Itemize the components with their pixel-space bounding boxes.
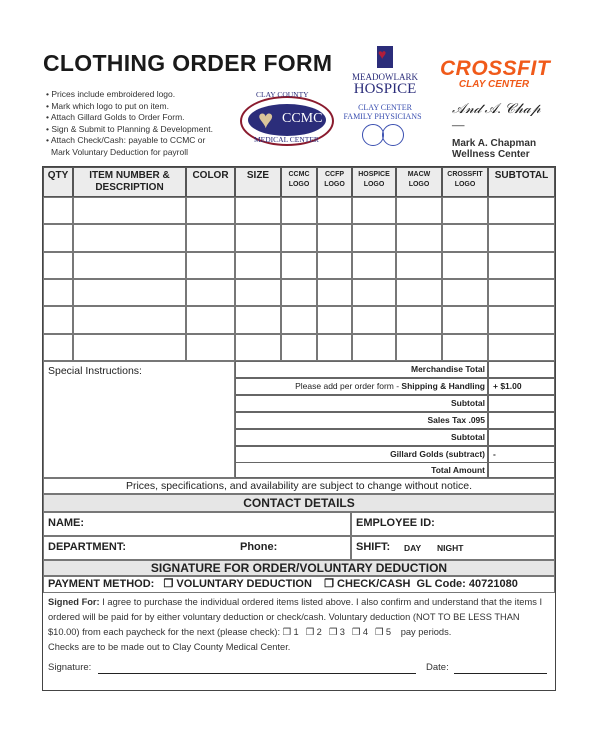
special-instructions-label: Special Instructions: [48, 365, 142, 377]
col-hospice: HOSPICE LOGO [352, 167, 396, 197]
col-ccmc: CCMC LOGO [281, 167, 317, 197]
check-cash-checkbox[interactable]: ❒ CHECK/CASH [324, 578, 411, 590]
contact-details-header: CONTACT DETAILS [43, 494, 555, 512]
heart-icon: ♥ [258, 104, 274, 134]
employee-id-field[interactable]: EMPLOYEE ID: [351, 512, 555, 536]
crossfit-logo: CROSSFIT CLAY CENTER [440, 57, 551, 90]
table-cell[interactable] [281, 306, 317, 333]
table-cell[interactable] [488, 197, 555, 224]
table-cell[interactable] [317, 197, 352, 224]
instruction: • Attach Gillard Golds to Order Form. [46, 112, 185, 122]
merchandise-total-label: Merchandise Total [235, 361, 488, 378]
table-cell[interactable] [235, 252, 281, 279]
table-cell[interactable] [442, 252, 488, 279]
table-cell[interactable] [488, 224, 555, 251]
table-cell[interactable] [73, 279, 186, 306]
table-cell[interactable] [488, 279, 555, 306]
signature-label: Signature: [48, 662, 92, 673]
instructions-list [46, 89, 213, 158]
shift-night[interactable]: NIGHT [437, 543, 464, 553]
gillard-golds-value[interactable]: - [488, 446, 555, 463]
table-cell[interactable] [396, 334, 442, 361]
table-cell[interactable] [43, 334, 73, 361]
table-cell[interactable] [352, 306, 396, 333]
subtotal-value[interactable] [488, 395, 555, 412]
payment-method-row: PAYMENT METHOD: ❒ VOLUNTARY DEDUCTION ❒ CHECK/CASH GL Code: 40721080 [43, 576, 555, 593]
phone-label: Phone: [240, 541, 278, 553]
instruction: • Mark which logo to put on item. [46, 100, 169, 111]
table-cell[interactable] [281, 224, 317, 251]
shift-field[interactable]: SHIFT: DAY NIGHT [351, 536, 555, 560]
merchandise-total-value[interactable] [488, 361, 555, 378]
table-cell[interactable] [281, 197, 317, 224]
table-cell[interactable] [352, 197, 396, 224]
table-cell[interactable] [186, 306, 235, 333]
gillard-golds-label: Gillard Golds (subtract) [235, 446, 488, 463]
table-cell[interactable] [73, 252, 186, 279]
table-cell[interactable] [235, 224, 281, 251]
instruction: • Sign & Submit to Planning & Development. [46, 123, 213, 134]
table-cell[interactable] [235, 197, 281, 224]
col-color: COLOR [186, 167, 235, 197]
instruction: • Attach Check/Cash: payable to CCMC or [46, 135, 206, 145]
total-amount-label: Total Amount [235, 462, 488, 478]
table-cell[interactable] [43, 306, 73, 333]
table-cell[interactable] [235, 279, 281, 306]
pay-period-checkbox[interactable]: ❒ 4 [351, 627, 368, 637]
special-instructions-field[interactable] [43, 361, 235, 478]
table-cell[interactable] [43, 224, 73, 251]
pay-period-checkbox[interactable]: ❒ 3 [328, 627, 345, 637]
table-cell[interactable] [317, 306, 352, 333]
table-cell[interactable] [396, 306, 442, 333]
name-field[interactable]: NAME: [43, 512, 351, 536]
table-cell[interactable] [43, 279, 73, 306]
table-cell[interactable] [43, 252, 73, 279]
table-cell[interactable] [73, 224, 186, 251]
table-cell[interactable] [186, 279, 235, 306]
price-notice: Prices, specifications, and availability are subject to change without notice. [43, 478, 555, 494]
table-cell[interactable] [73, 306, 186, 333]
table-cell[interactable] [73, 197, 186, 224]
table-cell[interactable] [43, 197, 73, 224]
table-cell[interactable] [317, 252, 352, 279]
col-ccfp: CCFP LOGO [317, 167, 352, 197]
table-cell[interactable] [488, 252, 555, 279]
table-cell[interactable] [186, 252, 235, 279]
date-label: Date: [426, 662, 449, 673]
sales-tax-label: Sales Tax .095 [235, 412, 488, 429]
table-cell[interactable] [442, 279, 488, 306]
department-field[interactable]: DEPARTMENT: Phone: [43, 536, 351, 560]
col-size: SIZE [235, 167, 281, 197]
table-cell[interactable] [352, 334, 396, 361]
table-cell[interactable] [442, 224, 488, 251]
handwritten-signature: 𝒜𝓃𝒹 𝒜. 𝒞𝒽𝒶𝓅— [452, 102, 541, 133]
agreement-text: Signed For: I agree to purchase the individual ordered items listed above. I also confirm and understand that the items I ordered will be paid for by either voluntary deduction or check/cash. Voluntary deduction (NOT TO BE LESS THAN $10.00) from each paycheck for the next (please check): ❒ 1 ❒ 2 ❒ 3 ❒ 4 ❒ 5 pay periods. Checks are to be made out to Clay County Medical Center. [48, 597, 543, 652]
table-cell[interactable] [352, 252, 396, 279]
hospice-emblem-icon: ♥ [377, 46, 393, 68]
total-amount-value[interactable] [488, 462, 555, 478]
table-cell[interactable] [352, 279, 396, 306]
subtotal-label: Subtotal [235, 395, 488, 412]
col-item: ITEM NUMBER & DESCRIPTION [73, 167, 186, 197]
date-line[interactable] [454, 673, 547, 674]
instruction: • Prices include embroidered logo. [46, 89, 176, 99]
subtotal-2-label: Subtotal [235, 429, 488, 446]
table-cell[interactable] [186, 224, 235, 251]
pay-period-checkbox[interactable]: ❒ 1 [282, 627, 299, 637]
table-cell[interactable] [73, 334, 186, 361]
signature-line[interactable] [98, 673, 416, 674]
table-cell[interactable] [396, 252, 442, 279]
wellness-logo: 𝒜𝓃𝒹 𝒜. 𝒞𝒽𝒶𝓅— Mark A. Chapman Wellness Center [452, 102, 552, 160]
sales-tax-value[interactable] [488, 412, 555, 429]
instruction: Mark Voluntary Deduction for payroll [51, 146, 189, 157]
signature-header: SIGNATURE FOR ORDER/VOLUNTARY DEDUCTION [43, 560, 555, 576]
ccmc-logo: ♥ CCMC CLAY COUNTY MEDICAL CENTER [240, 90, 332, 146]
page-title: CLOTHING ORDER FORM [43, 50, 333, 76]
table-cell[interactable] [352, 224, 396, 251]
table-cell[interactable] [442, 197, 488, 224]
table-cell[interactable] [317, 224, 352, 251]
table-cell[interactable] [396, 197, 442, 224]
table-cell[interactable] [281, 252, 317, 279]
table-cell[interactable] [186, 334, 235, 361]
col-macw: MACW LOGO [396, 167, 442, 197]
table-cell[interactable] [442, 334, 488, 361]
table-cell[interactable] [442, 306, 488, 333]
hospice-logo: ♥ MEADOWLARK HOSPICE CLAY CENTER FAMILY PHYSICIANS [340, 46, 430, 146]
col-qty: QTY [43, 167, 73, 197]
gl-code: GL Code: 40721080 [416, 578, 518, 590]
shift-day[interactable]: DAY [404, 543, 422, 553]
table-cell[interactable] [281, 279, 317, 306]
subtotal-2-value[interactable] [488, 429, 555, 446]
family-physicians-icon [362, 124, 408, 146]
table-cell[interactable] [488, 334, 555, 361]
voluntary-deduction-checkbox[interactable]: ❒ VOLUNTARY DEDUCTION [163, 578, 312, 590]
table-cell[interactable] [235, 334, 281, 361]
table-cell[interactable] [488, 306, 555, 333]
pay-period-checkbox[interactable]: ❒ 2 [305, 627, 322, 637]
table-cell[interactable] [317, 334, 352, 361]
table-cell[interactable] [317, 279, 352, 306]
table-cell[interactable] [281, 334, 317, 361]
table-cell[interactable] [235, 306, 281, 333]
shipping-value: + $1.00 [488, 378, 555, 395]
pay-period-checkbox[interactable]: ❒ 5 [375, 627, 392, 637]
table-cell[interactable] [396, 279, 442, 306]
shipping-label: Please add per order form - Shipping & Handling [235, 378, 488, 395]
table-cell[interactable] [396, 224, 442, 251]
table-cell[interactable] [186, 197, 235, 224]
col-crossfit: CROSSFIT LOGO [442, 167, 488, 197]
col-subtotal: SUBTOTAL [488, 167, 555, 197]
